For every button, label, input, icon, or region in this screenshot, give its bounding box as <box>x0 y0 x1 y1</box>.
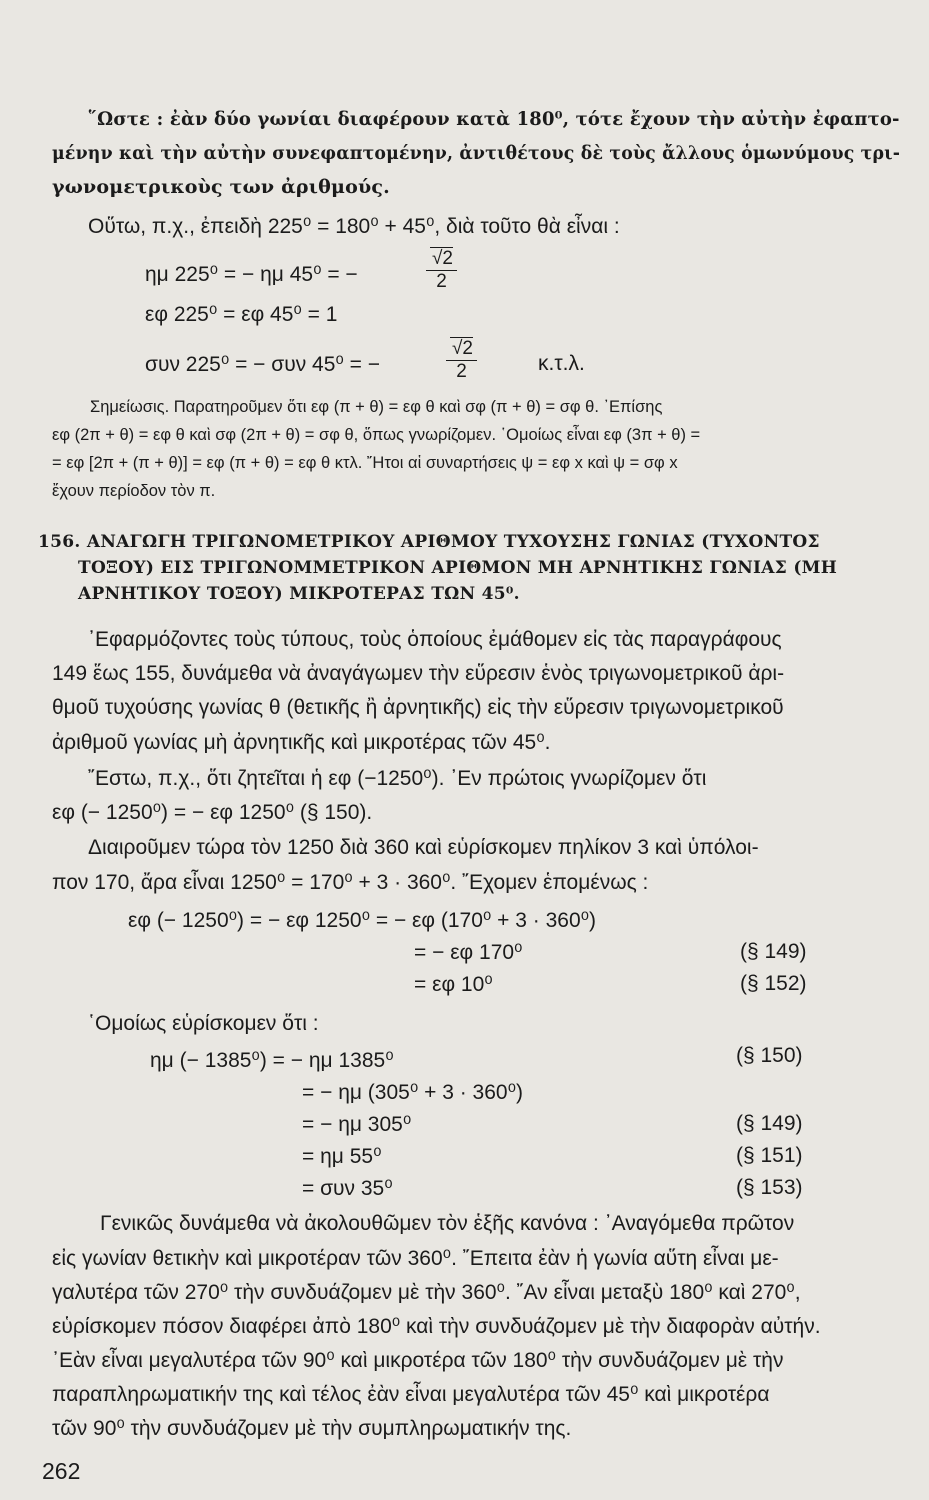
note-line-2: εφ (2π + θ) = εφ θ καὶ σφ (2π + θ) = σφ θ, ὅπως γνωρίζομεν. ῾Ομοίως εἶναι εφ (3π + θ) = <box>52 426 701 444</box>
intro-line-3: γωνομετρικοὺς των ἀριθμούς. <box>52 176 390 198</box>
para4-line-4: εὑρίσκομεν πόσον διαφέρει ἀπὸ 180⁰ καὶ τὴν συνδυάζομεν μὲ τὴν διαφορὰν αὐτήν. <box>52 1315 821 1338</box>
calc1-line-1: εφ (− 1250⁰) = − εφ 1250⁰ = − εφ (170⁰ + 3 · 360⁰) <box>128 909 597 932</box>
calc2-line-2: = − ημ (305⁰ + 3 · 360⁰) <box>302 1081 523 1104</box>
intro-line-1: ῞Ωστε : ἐὰν δύο γωνίαι διαφέρουν κατὰ 180⁰, τότε ἔχουν τὴν αὐτὴν ἐφαπτο- <box>88 108 900 130</box>
example-eq-sin: ημ 225⁰ = − ημ 45⁰ = − <box>145 263 358 286</box>
para1-line-1: ᾽Εφαρμόζοντες τοὺς τύπους, τοὺς ὁποίους ἐμάθομεν εἰς τὰς παραγράφους <box>88 628 782 651</box>
similarly-line: ῾Ομοίως εὑρίσκομεν ὅτι : <box>88 1012 319 1035</box>
para2-line-2: εφ (− 1250⁰) = − εφ 1250⁰ (§ 150). <box>52 801 373 824</box>
calc2-ref-4: (§ 151) <box>736 1144 803 1167</box>
calc1-line-2: = − εφ 170⁰ <box>414 941 523 964</box>
para1-line-2: 149 ἕως 155, δυνάμεθα νὰ ἀναγάγωμεν τὴν εὕρεσιν ἑνὸς τριγωνομετρικοῦ ἀρι- <box>52 662 785 685</box>
example-etc: κ.τ.λ. <box>538 352 585 375</box>
section-heading-line-3: ΑΡΝΗΤΙΚΟΥ ΤΟΞΟΥ) ΜΙΚΡΟΤΕΡΑΣ ΤΩΝ 45⁰. <box>78 584 520 604</box>
calc1-line-3: = εφ 10⁰ <box>414 973 493 996</box>
section-heading-line-1: 156. ΑΝΑΓΩΓΗ ΤΡΙΓΩΝΟΜΕΤΡΙΚΟΥ ΑΡΙΘΜΟΥ ΤΥΧΟΥΣΗΣ ΓΩΝΙΑΣ (ΤΥΧΟΝΤΟΣ <box>38 532 820 552</box>
calc2-ref-5: (§ 153) <box>736 1176 803 1199</box>
para4-line-3: γαλυτέρα τῶν 270⁰ τὴν συνδυάζομεν μὲ τὴν 360⁰. ῎Αν εἶναι μεταξὺ 180⁰ καὶ 270⁰, <box>52 1281 801 1304</box>
para1-line-4: ἀριθμοῦ γωνίας μὴ ἀρνητικῆς καὶ μικροτέρας τῶν 45⁰. <box>52 731 551 754</box>
note-line-1: Σημείωσις. Παρατηροῦμεν ὅτι εφ (π + θ) = εφ θ καὶ σφ (π + θ) = σφ θ. ᾽Επίσης <box>90 398 663 416</box>
calc2-ref-3: (§ 149) <box>736 1112 803 1135</box>
calc2-line-5: = συν 35⁰ <box>302 1177 393 1200</box>
para1-line-3: θμοῦ τυχούσης γωνίας θ (θετικῆς ἢ ἀρνητικῆς) εἰς τὴν εὕρεσιν τριγωνομετρικοῦ <box>52 696 784 719</box>
calc2-line-4: = ημ 55⁰ <box>302 1145 382 1168</box>
para4-line-7: τῶν 90⁰ τὴν συνδυάζομεν μὲ τὴν συμπληρωματικήν της. <box>52 1417 572 1440</box>
calc1-ref-3: (§ 152) <box>740 972 807 995</box>
fraction-root2-over-2 <box>426 248 457 293</box>
example-lead: Οὕτω, π.χ., ἐπειδὴ 225⁰ = 180⁰ + 45⁰, διὰ τοῦτο θὰ εἶναι : <box>88 215 620 238</box>
calc2-ref-1: (§ 150) <box>736 1044 803 1067</box>
para3-line-2: πον 170, ἄρα εἶναι 1250⁰ = 170⁰ + 3 · 360⁰. ῎Εχομεν ἑπομένως : <box>52 871 649 894</box>
para4-line-2: εἰς γωνίαν θετικὴν καὶ μικροτέραν τῶν 360⁰. ῎Επειτα ἐὰν ἡ γωνία αὕτη εἶναι με- <box>52 1247 779 1270</box>
para4-line-1: Γενικῶς δυνάμεθα νὰ ἀκολουθῶμεν τὸν ἑξῆς κανόνα : ᾽Αναγόμεθα πρῶτον <box>100 1212 795 1235</box>
para3-line-1: Διαιροῦμεν τώρα τὸν 1250 διὰ 360 καὶ εὑρίσκομεν πηλίκον 3 καὶ ὑπόλοι- <box>88 836 759 859</box>
fraction-denominator: 2 <box>436 271 447 292</box>
para4-line-6: παραπληρωματικήν της καὶ τέλος ἐὰν εἶναι μεγαλυτέρα τῶν 45⁰ καὶ μικροτέρα <box>52 1383 770 1406</box>
page-number: 262 <box>42 1458 81 1484</box>
example-eq-cos: συν 225⁰ = − συν 45⁰ = − <box>145 353 381 376</box>
fraction-root2-over-2 <box>446 338 477 383</box>
note-line-3: = εφ [2π + (π + θ)] = εφ (π + θ) = εφ θ κτλ. ῎Ητοι αἱ συναρτήσεις ψ = εφ x καὶ ψ = σφ x <box>52 454 678 472</box>
example-eq-tan: εφ 225⁰ = εφ 45⁰ = 1 <box>145 303 338 326</box>
para4-line-5: ᾽Εὰν εἶναι μεγαλυτέρα τῶν 90⁰ καὶ μικροτέρα τῶν 180⁰ τὴν συνδυάζομεν μὲ τὴν <box>52 1349 784 1372</box>
intro-line-2: μένην καὶ τὴν αὐτὴν συνεφαπτομένην, ἀντιθέτους δὲ τοὺς ἄλλους ὁμωνύμους τρι- <box>52 142 901 164</box>
fraction-numerator: √2 <box>432 248 453 269</box>
calc1-ref-2: (§ 149) <box>740 940 807 963</box>
section-heading-line-2: ΤΟΞΟΥ) ΕΙΣ ΤΡΙΓΩΝΟΜΜΕΤΡΙΚΟΝ ΑΡΙΘΜΟΝ ΜΗ ΑΡΝΗΤΙΚΗΣ ΓΩΝΙΑΣ (ΜΗ <box>78 558 838 578</box>
calc2-line-1: ημ (− 1385⁰) = − ημ 1385⁰ <box>150 1049 394 1072</box>
para2-line-1: ῎Εστω, π.χ., ὅτι ζητεῖται ἡ εφ (−1250⁰). ᾽Εν πρώτοις γνωρίζομεν ὅτι <box>88 767 707 790</box>
calc2-line-3: = − ημ 305⁰ <box>302 1113 412 1136</box>
note-line-4: ἔχουν περίοδον τὸν π. <box>52 482 216 500</box>
fraction-denominator: 2 <box>456 361 467 382</box>
fraction-numerator: √2 <box>452 338 473 359</box>
